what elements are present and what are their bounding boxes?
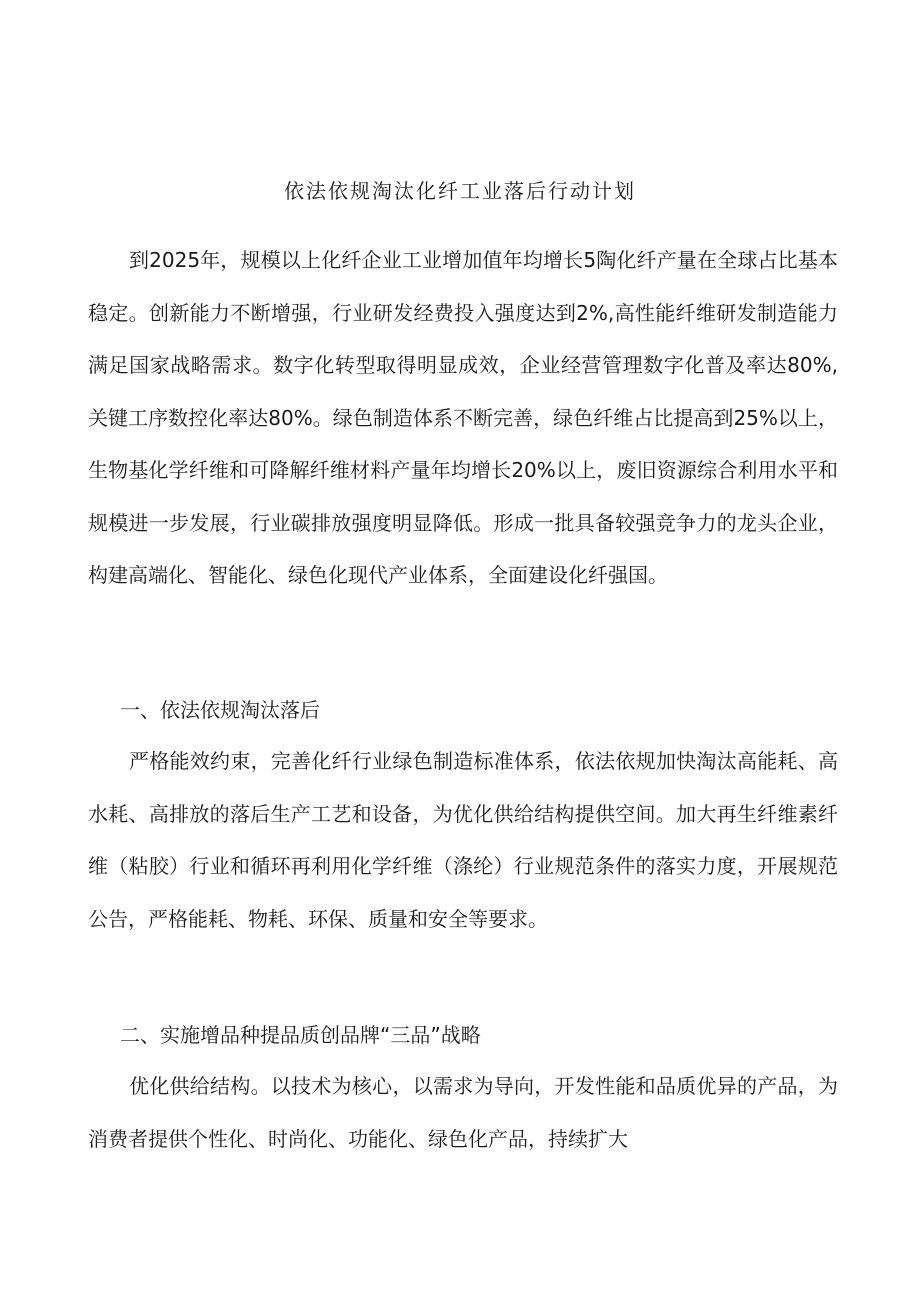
intro-paragraph: 到2025年，规模以上化纤企业工业增加值年均增长5陶化纤产量在全球占比基本稳定。创新能力不断增强，行业研发经费投入强度达到2%,高性能纤维研发制造能力满足国家战略需求。数字化转型取得明显成效，企业经营管理数字化普及率达80%,关键工序数控化率达80%。绿色制造体系不断完善，绿色纤维占比提高到25%以上，生物基化学纤维和可降解纤维材料产量年均增长20%以上，废旧资源综合利用水平和规模进一步发展，行业碳排放强度明显降低。形成一批具备较强竞争力的龙头企业，构建高端化、智能化、绿色化现代产业体系，全面建设化纤强国。 xyxy=(88,248,838,587)
section-2-heading: 二、实施增品种提品质创品牌“三品”战略 xyxy=(120,1023,481,1047)
document-title: 依法依规淘汰化纤工业落后行动计划 xyxy=(284,179,636,203)
section-1-body: 严格能效约束，完善化纤行业绿色制造标准体系，依法依规加快淘汰高能耗、高水耗、高排放的落后生产工艺和设备，为优化供给结构提供空间。加大再生纤维素纤维（粘胶）行业和循环再利用化学纤维（涤纶）行业规范条件的落实力度，开展规范公告，严格能耗、物耗、环保、质量和安全等要求。 xyxy=(88,749,838,931)
section-2-body: 优化供给结构。以技术为核心，以需求为导向，开发性能和品质优异的产品，为消费者提供个性化、时尚化、功能化、绿色化产品，持续扩大 xyxy=(88,1074,838,1151)
section-1-heading: 一、依法依规淘汰落后 xyxy=(120,698,320,722)
